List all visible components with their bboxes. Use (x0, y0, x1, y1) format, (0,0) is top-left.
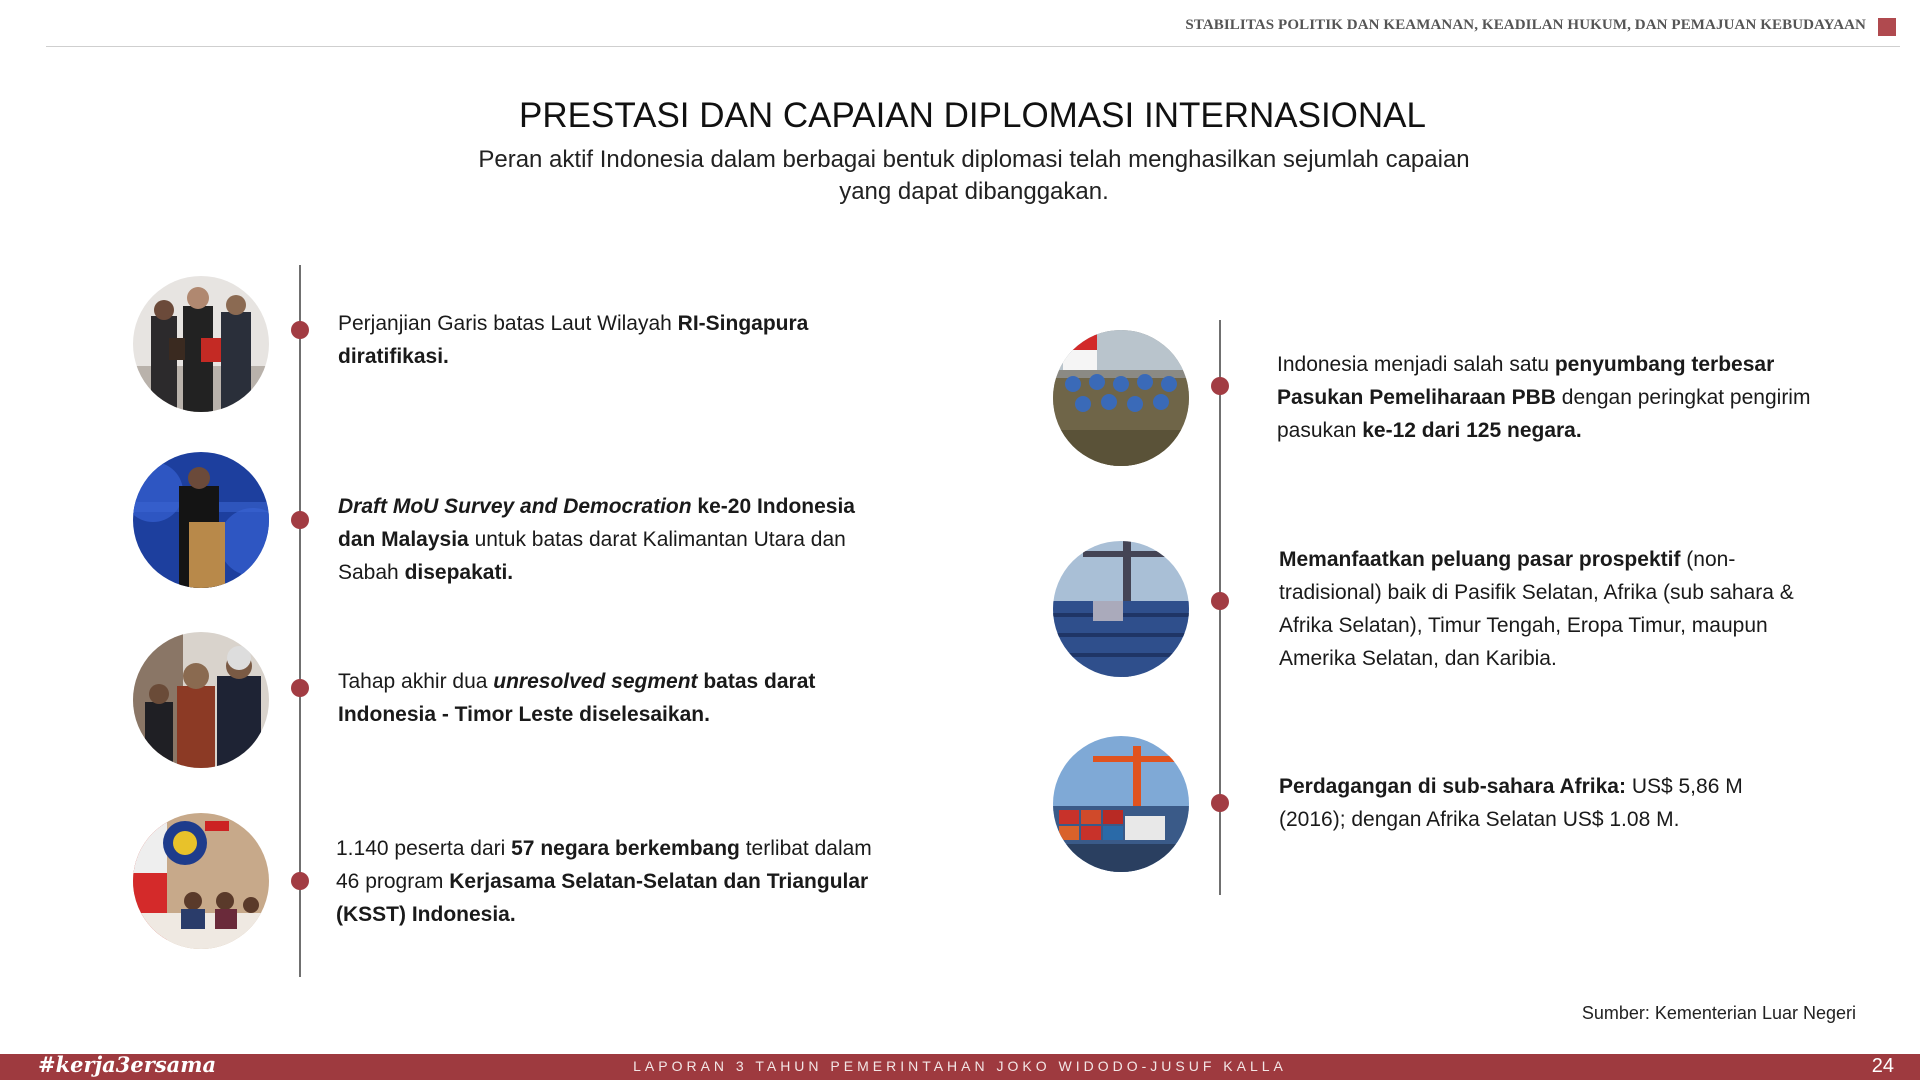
right-item-2-text (1279, 543, 1799, 675)
text-run: Tahap akhir dua (338, 670, 494, 693)
text-run: Indonesia menjadi salah satu (1277, 353, 1555, 376)
text-run: Memanfaatkan peluang pasar prospektif (1279, 548, 1681, 571)
peacekeeping-troops-photo (1053, 330, 1189, 466)
header-accent-square (1878, 18, 1896, 36)
text-run: disepakati. (404, 561, 514, 584)
officials-signing-photo (133, 276, 269, 412)
right-item-3-text (1279, 770, 1799, 836)
timeline-dot (1211, 794, 1229, 812)
timeline-dot (1211, 592, 1229, 610)
text-run: 57 negara berkembang (511, 837, 740, 860)
timeline-dot (291, 511, 309, 529)
text-run: Draft MoU Survey and Democration (338, 495, 692, 518)
text-run: Perdagangan di sub-sahara Afrika: (1279, 775, 1626, 798)
source-note: Sumber: Kementerian Luar Negeri (1581, 1003, 1856, 1023)
text-run: dengan peringkat pengirim pasukan (1277, 386, 1811, 442)
text-run: terlibat dalam 46 program (336, 837, 872, 893)
asean-conference-photo (133, 813, 269, 949)
footer-report-title: LAPORAN 3 TAHUN PEMERINTAHAN JOKO WIDODO-JUSUF KALLA (633, 1058, 1287, 1074)
text-run: ke-20 Indonesia dan Malaysia (338, 495, 855, 551)
ministers-meeting-photo (133, 632, 269, 768)
left-item-4-text (336, 832, 876, 931)
right-item-1-text (1277, 348, 1847, 447)
page-subtitle: Peran aktif Indonesia dalam berbagai bentuk diplomasi telah menghasilkan sejumlah capaian yang dapat dibanggakan. (478, 146, 1470, 205)
text-run: Perjanjian Garis batas Laut Wilayah (338, 312, 678, 335)
cargo-ship-crane-photo (1053, 736, 1189, 872)
page-title: PRESTASI DAN CAPAIAN DIPLOMASI INTERNASIONAL (519, 96, 1426, 135)
democracy-forum-speaker-photo (133, 452, 269, 588)
text-run: untuk batas darat Kalimantan Utara dan Sabah (338, 528, 846, 584)
text-run: 1.140 peserta dari (336, 837, 512, 860)
timeline-dot (291, 321, 309, 339)
text-run: RI-Singapura diratifikasi. (338, 312, 809, 368)
left-item-1-text (338, 307, 878, 373)
container-port-photo (1053, 541, 1189, 677)
left-timeline-line (299, 265, 301, 977)
timeline-dot (1211, 377, 1229, 395)
left-item-2-text (338, 490, 878, 589)
text-run: Kerjasama Selatan-Selatan dan Triangular (KSST) Indonesia. (336, 870, 869, 926)
text-run: batas darat Indonesia - Timor Leste diselesaikan. (338, 670, 816, 726)
header-divider (46, 46, 1900, 47)
page-number: 24 (1871, 1055, 1894, 1077)
text-run: penyumbang terbesar Pasukan Pemeliharaan PBB (1277, 353, 1775, 409)
text-run: ke-12 dari 125 negara. (1362, 419, 1582, 442)
text-run: unresolved segment (493, 670, 698, 693)
timeline-dot (291, 679, 309, 697)
text-run: US$ 5,86 M (2016); dengan Afrika Selatan US$ 1.08 M. (1279, 775, 1743, 831)
left-item-3-text (338, 665, 878, 731)
section-header: STABILITAS POLITIK DAN KEAMANAN, KEADILAN HUKUM, DAN PEMAJUAN KEBUDAYAAN (1185, 17, 1866, 33)
timeline-dot (291, 872, 309, 890)
footer-hashtag: #kerja3ersama (38, 1052, 217, 1077)
text-run: (non-tradisional) baik di Pasifik Selatan, Afrika (sub sahara & Afrika Selatan), Timur Tengah, Eropa Timur, maupun Amerika Selatan, dan Karibia. (1279, 548, 1794, 670)
